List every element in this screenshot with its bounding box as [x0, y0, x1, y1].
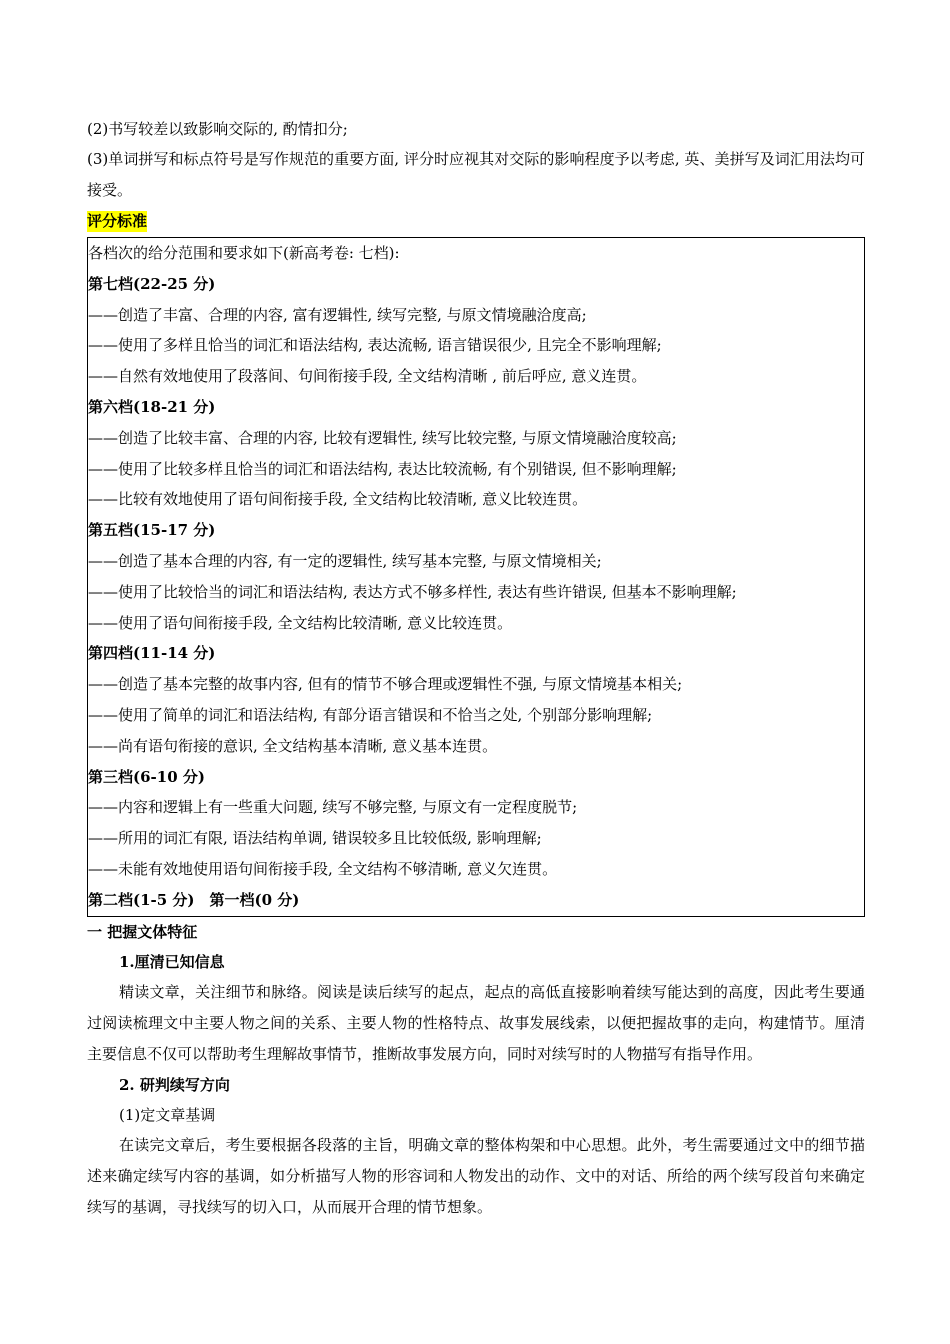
tier-item: ——未能有效地使用语句间衔接手段, 全文结构不够清晰, 意义欠连贯。 — [88, 859, 558, 878]
tier-title: 第七档(22-25 分) — [88, 274, 216, 293]
tier-item: ——使用了比较多样且恰当的词汇和语法结构, 表达比较流畅, 有个别错误, 但不影响理解; — [88, 459, 677, 478]
document-page — [87, 114, 865, 1223]
tier-title: 第六档(18-21 分) — [88, 397, 216, 416]
tier-title: 第四档(11-14 分) — [88, 644, 216, 663]
paragraph-2: 在读完文章后，考生要根据各段落的主旨，明确文章的整体构架和中心思想。此外，考生需要通过文中的细节描述来确定续写内容的基调，如分析描写人物的形容词和人物发出的动作、文中的对话、所给的两个续写段首句来确定续写的基调，寻找续写的切入口，从而展开合理的情节想象。 — [87, 1135, 865, 1216]
subheading-1: 1.厘清已知信息 — [119, 952, 225, 971]
tier-item: ——自然有效地使用了段落间、句间衔接手段, 全文结构清晰 , 前后呼应, 意义连贯。 — [88, 367, 647, 386]
tier-item: ——使用了语句间衔接手段, 全文结构比较清晰, 意义比较连贯。 — [88, 613, 513, 632]
intro-line-2: (2)书写较差以致影响交际的, 酌情扣分; — [87, 120, 348, 138]
tier-last-line: 第二档(1-5 分) 第一档(0 分) — [88, 890, 300, 909]
tier-title: 第五档(15-17 分) — [88, 521, 216, 540]
tier-item: ——内容和逻辑上有一些重大问题, 续写不够完整, 与原文有一定程度脱节; — [88, 798, 578, 817]
subheading-2a: (1)定文章基调 — [119, 1105, 216, 1124]
tier-item: ——使用了比较恰当的词汇和语法结构, 表达方式不够多样性, 表达有些许错误, 但基本不影响理解; — [88, 582, 737, 601]
tier-item: ——创造了比较丰富、合理的内容, 比较有逻辑性, 续写比较完整, 与原文情境融洽度较高; — [88, 428, 677, 447]
criteria-label-row — [87, 206, 865, 236]
tier-item: ——使用了简单的词汇和语法结构, 有部分语言错误和不恰当之处, 个别部分影响理解; — [88, 705, 653, 724]
tier-item: ——比较有效地使用了语句间衔接手段, 全文结构比较清晰, 意义比较连贯。 — [88, 490, 588, 509]
tier-title: 第三档(6-10 分) — [88, 767, 205, 786]
tier-item: ——创造了基本完整的故事内容, 但有的情节不够合理或逻辑性不强, 与原文情境基本相关; — [88, 675, 683, 694]
tier-item: ——所用的词汇有限, 语法结构单调, 错误较多且比较低级, 影响理解; — [88, 829, 542, 848]
tier-item: ——使用了多样且恰当的词汇和语法结构, 表达流畅, 语言错误很少, 且完全不影响理解; — [88, 336, 662, 355]
tier-item: ——创造了基本合理的内容, 有一定的逻辑性, 续写基本完整, 与原文情境相关; — [88, 551, 602, 570]
tier-item: ——尚有语句衔接的意识, 全文结构基本清晰, 意义基本连贯。 — [88, 736, 498, 755]
intro-line-3: (3)单词拼写和标点符号是写作规范的重要方面, 评分时应视其对交际的影响程度予以考虑, 英、美拼写及词汇用法均可接受。 — [87, 150, 865, 199]
scoring-table — [87, 237, 865, 917]
criteria-label: 评分标准 — [87, 212, 148, 230]
section-heading: 一 把握文体特征 — [87, 922, 198, 941]
table-header: 各档次的给分范围和要求如下(新高考卷: 七档): — [88, 244, 400, 262]
paragraph-1: 精读文章，关注细节和脉络。阅读是读后续写的起点，起点的高低直接影响着续写能达到的高度，因此考生要通过阅读梳理文中主要人物之间的关系、主要人物的性格特点、故事发展线索，以便把握故事的走向，构建情节。厘清主要信息不仅可以帮助考生理解故事情节，推断故事发展方向，同时对续写时的人物描写有指导作用。 — [87, 982, 865, 1063]
tier-item: ——创造了丰富、合理的内容, 富有逻辑性, 续写完整, 与原文情境融洽度高; — [88, 305, 587, 324]
subheading-2: 2. 研判续写方向 — [119, 1075, 230, 1094]
